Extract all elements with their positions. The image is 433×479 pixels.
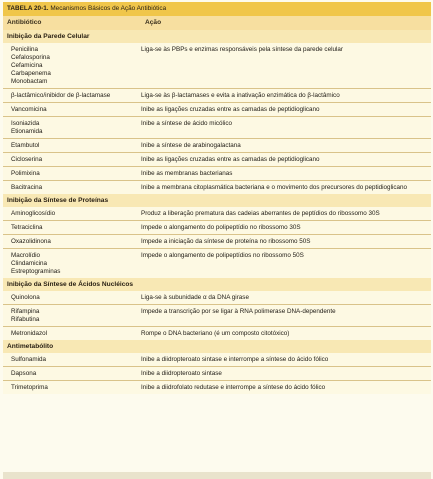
antibiotic-name: Rifabutina [11,316,40,323]
antibiotic-name: Etionamida [11,128,43,135]
antibiotic-cell [3,207,141,220]
antibiotic-cell [3,327,141,340]
antibiotic-cell [3,221,141,234]
action-cell: Impede a iniciação da síntese de proteína no ribossomo 50S [141,238,311,245]
antibiotic-name: Trimetoprima [11,384,48,391]
table-number: TABELA 20-1. [7,5,49,12]
table-body [3,30,431,394]
antibiotic-name: Aminoglicosídio [11,210,56,217]
action-cell: Inibe a diidrofolato redutase e interrompe a síntese do ácido fólico [141,384,326,391]
table-row [3,353,431,367]
antibiotic-name: Isoniazida [11,120,40,127]
table-row [3,103,431,117]
table-row [3,305,431,327]
antibiotic-name: Metronidazol [11,330,48,337]
antibiotic-name: Sulfonamida [11,356,47,363]
table-title-bar [3,2,431,16]
section-header: Inibição da Síntese de Ácidos Nucléicos [3,278,431,291]
action-cell: Inibe as ligações cruzadas entre as camadas de peptidioglicano [141,106,320,113]
page-footer-strip [3,472,431,479]
table-row [3,167,431,181]
antibiotic-name: Vancomicina [11,106,47,113]
table-row [3,139,431,153]
antibiotic-cell [3,167,141,180]
action-cell: Inibe as membranas bacterianas [141,170,233,177]
antibiotic-mechanisms-table [3,2,431,394]
antibiotic-cell [3,381,141,394]
action-cell: Inibe a síntese de ácido micólico [141,120,233,127]
antibiotic-name: Penicilina [11,46,38,53]
action-cell: Produz a liberação prematura das cadeias aberrantes de peptídios do ribossomo 30S [141,210,380,217]
action-cell: Impede a transcrição por se ligar à RNA polimerase DNA-dependente [141,308,336,315]
antibiotic-cell [3,89,141,102]
action-cell: Inibe a diidropteroato sintase [141,370,222,377]
antibiotic-name: Monobactam [11,78,48,85]
antibiotic-cell [3,43,141,88]
antibiotic-name: Dapsona [11,370,37,377]
table-row [3,153,431,167]
antibiotic-name: Etambutol [11,142,40,149]
action-cell: Inibe a síntese de arabinogalactana [141,142,241,149]
antibiotic-name: Carbapenema [11,70,51,77]
table-row [3,89,431,103]
action-cell: Liga-se às β-lactamases e evita a inativação enzimática do β-lactâmico [141,92,340,99]
action-cell: Impede o alongamento de polipeptídios no ribossomo 50S [141,252,304,259]
antibiotic-cell [3,103,141,116]
antibiotic-name: Quinolona [11,294,40,301]
section-header: Antimetabólito [3,340,431,353]
table-row [3,207,431,221]
antibiotic-name: Rifampina [11,308,40,315]
antibiotic-name: Bacitracina [11,184,43,191]
action-cell: Impede o alongamento do polipeptídio no ribossomo 30S [141,224,301,231]
antibiotic-cell [3,367,141,380]
antibiotic-cell [3,305,141,326]
antibiotic-name: Oxazolidinona [11,238,51,245]
action-cell: Liga-se à subunidade α da DNA girase [141,294,249,301]
antibiotic-cell [3,117,141,138]
table-row [3,235,431,249]
section-header: Inibição da Síntese de Proteínas [3,194,431,207]
action-cell: Inibe a diidropteroato sintase e interrompe a síntese do ácido fólico [141,356,329,363]
table-row [3,43,431,89]
table-title: Mecanismos Básicos de Ação Antibiótica [50,5,167,12]
antibiotic-name: Estreptograminas [11,268,61,275]
table-row [3,291,431,305]
antibiotic-name: Cicloserina [11,156,43,163]
column-header-antibiotic: Antibiótico [7,19,42,26]
antibiotic-name: Cefamicina [11,62,43,69]
table-row [3,367,431,381]
antibiotic-cell [3,249,141,278]
antibiotic-cell [3,291,141,304]
antibiotic-name: Polimixina [11,170,40,177]
action-cell: Inibe as ligações cruzadas entre as camadas de peptidioglicano [141,156,320,163]
table-row [3,249,431,278]
antibiotic-name: Macrolídio [11,252,41,259]
antibiotic-cell [3,235,141,248]
table-row [3,117,431,139]
table-row [3,181,431,194]
section-header: Inibição da Parede Celular [3,30,431,43]
antibiotic-name: Cefalosporina [11,54,50,61]
action-cell: Rompe o DNA bacteriano (é um composto citotóxico) [141,330,290,337]
table-row [3,327,431,340]
action-cell: Liga-se às PBPs e enzimas responsáveis pela síntese da parede celular [141,46,343,53]
antibiotic-cell [3,181,141,194]
action-cell: Inibe a membrana citoplasmática bacteriana e o movimento dos precursores do peptidioglicano [141,184,408,191]
antibiotic-cell [3,153,141,166]
antibiotic-cell [3,139,141,152]
column-header-row [3,16,431,30]
table-row [3,221,431,235]
antibiotic-cell [3,353,141,366]
column-header-action: Ação [145,19,162,26]
antibiotic-name: Clindamicina [11,260,48,267]
table-row [3,381,431,394]
antibiotic-name: β-lactâmico/inibidor de β-lactamase [11,92,111,99]
antibiotic-name: Tetraciclina [11,224,43,231]
